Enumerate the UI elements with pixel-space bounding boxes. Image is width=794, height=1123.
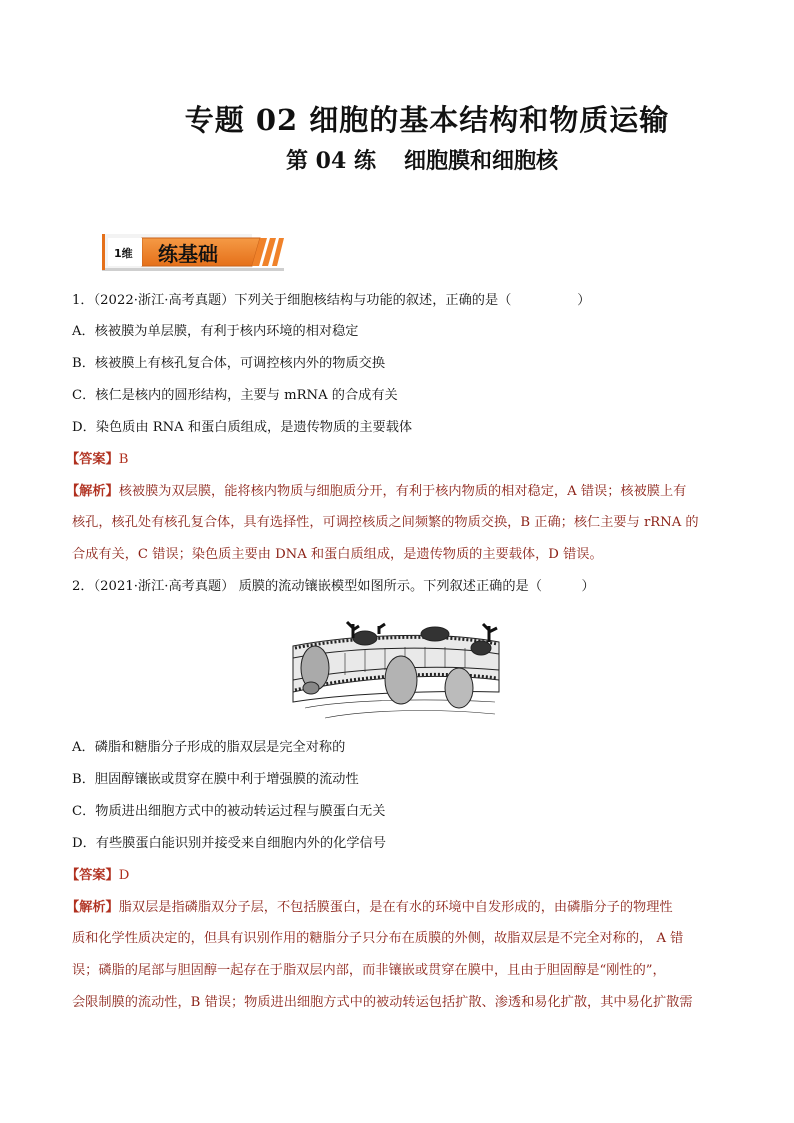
q1-explain-text: 核被膜为双层膜，能将核内物质与细胞质分开，有利于核内物质的相对稳定，A 错误；核被膜上有 — [118, 484, 687, 499]
q1-explain-line-2: 核孔，核孔处有核孔复合体，具有选择性，可调控核质之间频繁的物质交换，B 正确；核仁主要与 rRNA 的 — [72, 515, 699, 530]
q2-explain-line-1 — [66, 898, 673, 918]
q2-answer-value: D — [118, 868, 130, 883]
subtitle-right: 细胞膜和细胞核 — [403, 148, 558, 174]
q1-explain-line-1 — [66, 482, 686, 502]
q1-option-c: C．核仁是核内的圆形结构，主要与 mRNA 的合成有关 — [72, 388, 398, 403]
q2-explain-line-4: 会限制膜的流动性，B 错误；物质进出细胞方式中的被动转运包括扩散、渗透和易化扩散，其中易化扩散需 — [72, 995, 693, 1010]
fluid-mosaic-membrane-figure — [285, 618, 507, 728]
q1-option-b: B．核被膜上有核孔复合体，可调控核内外的物质交换 — [72, 356, 386, 371]
q2-option-d: D．有些膜蛋白能识别并接受来自细胞内外的化学信号 — [72, 836, 386, 851]
section-banner — [102, 232, 284, 272]
q2-answer-tag: 【答案】 — [66, 868, 119, 883]
q1-explain-line-3: 合成有关，C 错误；染色质主要由 DNA 和蛋白质组成，是遗传物质的主要载体，D 错误。 — [72, 547, 603, 562]
q2-option-b: B．胆固醇镶嵌或贯穿在膜中利于增强膜的流动性 — [72, 772, 359, 787]
q2-answer — [66, 866, 129, 886]
q2-option-c: C．物质进出细胞方式中的被动转运过程与膜蛋白无关 — [72, 804, 386, 819]
subtitle-left: 第 04 练 — [286, 148, 376, 174]
q1-stem: 1．（2022·浙江·高考真题）下列关于细胞核结构与功能的叙述，正确的是（ ） — [72, 293, 591, 308]
banner-label: 练基础 — [158, 242, 218, 266]
q2-stem: 2．（2021·浙江·高考真题） 质膜的流动镶嵌模型如图所示。下列叙述正确的是（ ） — [72, 579, 595, 594]
page-subtitle — [0, 144, 794, 175]
q2-explain-line-2: 质和化学性质决定的，但具有识别作用的糖脂分子只分布在质膜的外侧，故脂双层是不完全对称的， A 错 — [72, 931, 684, 946]
q1-option-d: D．染色质由 RNA 和蛋白质组成，是遗传物质的主要载体 — [72, 420, 413, 435]
q1-answer-tag: 【答案】 — [66, 452, 119, 467]
banner-badge: 1维 — [114, 247, 133, 260]
q1-option-a: A．核被膜为单层膜，有利于核内环境的相对稳定 — [72, 324, 359, 339]
q1-answer-value: B — [118, 452, 129, 467]
q2-explain-text: 脂双层是指磷脂双分子层，不包括膜蛋白，是在有水的环境中自发形成的，由磷脂分子的物理性 — [118, 900, 673, 915]
q2-option-a: A．磷脂和糖脂分子形成的脂双层是完全对称的 — [72, 740, 346, 755]
q1-answer — [66, 450, 128, 470]
q2-explain-line-3: 误；磷脂的尾部与胆固醇一起存在于脂双层内部，而非镶嵌或贯穿在膜中，且由于胆固醇是“刚性的”， — [72, 963, 666, 978]
q2-explain-tag: 【解析】 — [66, 900, 119, 915]
q1-explain-tag: 【解析】 — [66, 484, 119, 499]
page-title: 专题 02 细胞的基本结构和物质运输 — [184, 103, 670, 137]
